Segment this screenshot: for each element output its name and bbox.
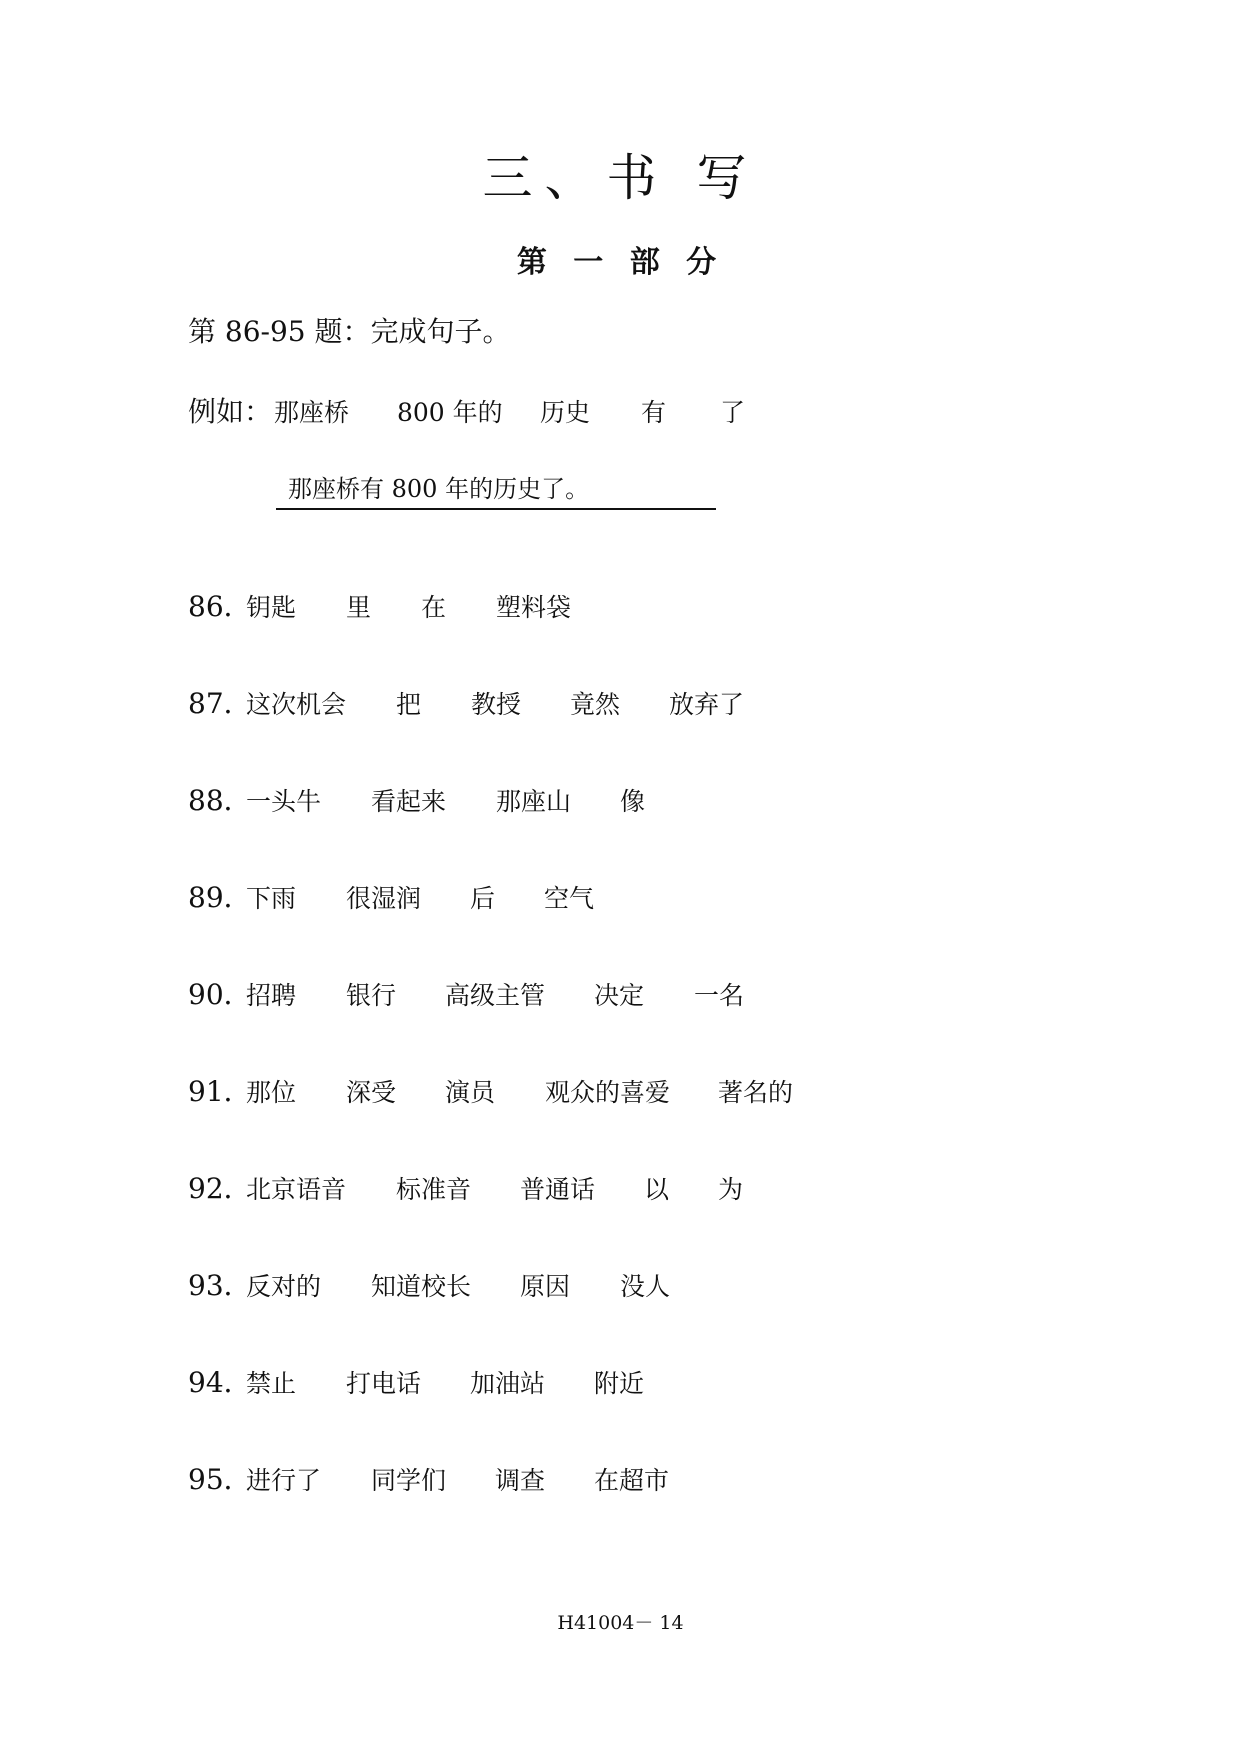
question-87 bbox=[188, 684, 1088, 724]
question-93 bbox=[188, 1266, 1088, 1306]
question-word: 钥匙 bbox=[246, 593, 297, 622]
question-word: 塑料袋 bbox=[496, 593, 572, 622]
question-number: 92． bbox=[188, 1172, 252, 1205]
question-word: 反对的 bbox=[246, 1272, 322, 1301]
question-number: 91． bbox=[188, 1075, 252, 1108]
question-word: 在超市 bbox=[594, 1466, 670, 1495]
example-answer: 那座桥有 800 年的历史了。 bbox=[288, 475, 590, 503]
question-word: 很湿润 bbox=[346, 884, 422, 913]
question-word: 一头牛 bbox=[246, 787, 322, 816]
question-word: 调查 bbox=[495, 1466, 546, 1495]
question-word: 决定 bbox=[594, 981, 645, 1010]
question-word: 进行了 bbox=[246, 1466, 322, 1495]
question-word: 普通话 bbox=[520, 1175, 596, 1204]
question-word: 后 bbox=[470, 884, 496, 913]
question-word: 禁止 bbox=[246, 1369, 297, 1398]
question-number: 86． bbox=[188, 590, 252, 623]
question-number: 88． bbox=[188, 784, 252, 817]
part-title: 第 一 部 分 bbox=[516, 245, 725, 280]
question-word: 以 bbox=[644, 1175, 670, 1204]
question-word: 竟然 bbox=[570, 690, 621, 719]
question-word: 银行 bbox=[346, 981, 397, 1010]
question-95 bbox=[188, 1460, 1088, 1500]
question-word: 放弃了 bbox=[669, 690, 745, 719]
question-number: 95． bbox=[188, 1463, 252, 1496]
question-word: 演员 bbox=[445, 1078, 496, 1107]
question-word: 加油站 bbox=[470, 1369, 546, 1398]
example-word: 历史 bbox=[540, 398, 591, 427]
question-number: 87． bbox=[188, 687, 252, 720]
question-word: 把 bbox=[396, 690, 422, 719]
section-title: 三、书 写 bbox=[482, 149, 759, 207]
question-word: 原因 bbox=[520, 1272, 571, 1301]
page-footer: H41004－ 14 bbox=[557, 1612, 684, 1634]
example-word: 了 bbox=[720, 398, 746, 427]
question-number: 93． bbox=[188, 1269, 252, 1302]
question-word: 高级主管 bbox=[445, 981, 546, 1010]
question-88 bbox=[188, 781, 1088, 821]
question-word: 观众的喜爱 bbox=[545, 1078, 671, 1107]
question-91 bbox=[188, 1072, 1088, 1112]
question-number: 94． bbox=[188, 1366, 252, 1399]
example-word: 800 年的 bbox=[397, 398, 503, 427]
question-word: 为 bbox=[718, 1175, 744, 1204]
question-number: 89． bbox=[188, 881, 252, 914]
question-word: 那位 bbox=[246, 1078, 297, 1107]
question-word: 一名 bbox=[694, 981, 745, 1010]
question-89 bbox=[188, 878, 1088, 918]
example-word: 有 bbox=[641, 398, 667, 427]
question-word: 招聘 bbox=[246, 981, 297, 1010]
question-word: 标准音 bbox=[396, 1175, 472, 1204]
question-word: 同学们 bbox=[371, 1466, 447, 1495]
example-answer-line bbox=[276, 470, 716, 510]
question-word: 那座山 bbox=[496, 787, 572, 816]
question-word: 教授 bbox=[471, 690, 522, 719]
question-word: 打电话 bbox=[346, 1369, 422, 1398]
question-word: 这次机会 bbox=[246, 690, 347, 719]
question-92 bbox=[188, 1169, 1088, 1209]
question-word: 下雨 bbox=[246, 884, 297, 913]
question-word: 在 bbox=[421, 593, 447, 622]
question-word: 深受 bbox=[346, 1078, 397, 1107]
instruction: 第 86-95 题：完成句子。 bbox=[188, 315, 511, 348]
question-90 bbox=[188, 975, 1088, 1015]
question-word: 知道校长 bbox=[371, 1272, 472, 1301]
example-row bbox=[188, 392, 1088, 432]
question-word: 北京语音 bbox=[246, 1175, 347, 1204]
question-word: 著名的 bbox=[718, 1078, 794, 1107]
question-number: 90． bbox=[188, 978, 252, 1011]
question-word: 空气 bbox=[544, 884, 595, 913]
example-word: 那座桥 bbox=[274, 398, 350, 427]
question-word: 附近 bbox=[594, 1369, 645, 1398]
question-word: 里 bbox=[346, 593, 372, 622]
question-word: 看起来 bbox=[371, 787, 447, 816]
question-word: 没人 bbox=[620, 1272, 671, 1301]
question-86 bbox=[188, 587, 1088, 627]
question-94 bbox=[188, 1363, 1088, 1403]
example-label: 例如： bbox=[188, 395, 273, 428]
question-word: 像 bbox=[620, 787, 646, 816]
